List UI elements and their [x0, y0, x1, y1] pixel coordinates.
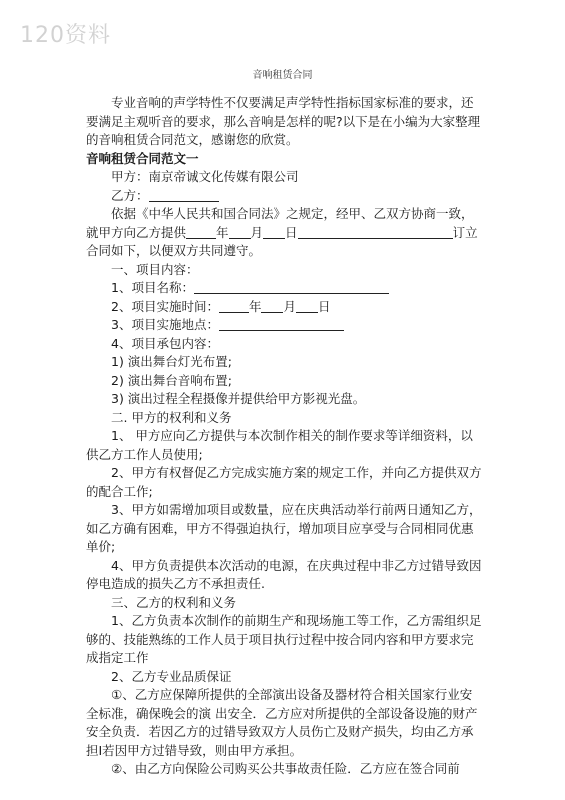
- s3-heading: 三、乙方的权利和义务: [111, 594, 237, 610]
- document-title: 音响租赁合同: [252, 70, 313, 81]
- s3-item-1: 1、乙方负责本次制作的前期生产和现场施工等工作，乙方需组织足够的、技能熟练的工作人员于项目执行过程中按合同内容和甲方要求完成指定工作: [86, 613, 482, 665]
- s2-heading: 二. 甲方的权利和义务: [111, 409, 232, 425]
- time-day-blank: [296, 299, 318, 313]
- law-text-2: 订立合同如下，以便双方共同遵守。: [86, 224, 478, 258]
- law-subject-blank: [298, 225, 453, 239]
- project-location-label: 3、项目实施地点：: [111, 317, 219, 332]
- time-month-blank: [261, 299, 283, 313]
- document-body: [86, 94, 484, 779]
- intro-paragraph: 专业音响的声学特性不仅要满足声学特性指标国家标准的要求，还要满足主观听音的要求，那么音响是怎样的呢?以下是在小编为大家整理的音响租赁合同范文，感谢您的欣赏。: [86, 95, 481, 147]
- s2-item-4: 4、甲方负责提供本次活动的电源，在庆典过程中非乙方过错导致因停电造成的损失乙方不承担责任.: [86, 557, 482, 591]
- law-month: 月: [250, 224, 264, 240]
- s1-item-2: [86, 298, 484, 317]
- law-day: 日: [285, 224, 298, 240]
- project-name-label: 1、项目名称：: [111, 280, 194, 295]
- law-day-blank: [263, 225, 285, 239]
- party-b-blank: [149, 188, 219, 202]
- time-month: 月: [283, 298, 296, 314]
- s1-item-4: 4、项目承包内容：: [111, 335, 219, 351]
- law-year: 年: [216, 224, 229, 240]
- s2-item-3: 3、甲方如需增加项目或数量，应在庆典活动举行前两日通知乙方，如乙方确有困难，甲方不得强迫执行，增加项目应享受与合同相同优惠单价;: [86, 502, 482, 554]
- s1-heading: 一、项目内容：: [111, 261, 199, 277]
- project-name-blank: [194, 280, 389, 294]
- time-year: 年: [248, 298, 262, 314]
- party-b: 乙方：: [111, 187, 149, 203]
- law-year-blank: [186, 225, 216, 239]
- project-time-label: 2、项目实施时间：: [111, 298, 219, 314]
- s1-item-4-2: 2) 演出舞台音响布置;: [111, 372, 233, 388]
- law-paragraph: [86, 205, 484, 261]
- s1-item-1: [86, 279, 484, 298]
- project-location-blank: [219, 317, 344, 331]
- watermark: 120资料: [20, 23, 111, 48]
- s1-item-3: [86, 316, 484, 335]
- s3-item-2-2: ②、由乙方向保险公司购买公共事故责任险．乙方应在签合同前: [111, 761, 460, 776]
- time-year-blank: [219, 299, 249, 313]
- section-heading: 音响租赁合同范文一: [86, 150, 199, 166]
- s3-item-2: 2、乙方专业品质保证: [111, 668, 232, 684]
- s2-item-2: 2、甲方有权督促乙方完成实施方案的规定工作，并向乙方提供双方的配合工作;: [86, 465, 482, 499]
- s1-item-4-3: 3) 演出过程全程摄像并提供给甲方影视光盘。: [111, 391, 366, 406]
- party-a: 甲方：南京帝诚文化传媒有限公司: [111, 169, 299, 184]
- s1-item-4-1: 1) 演出舞台灯光布置;: [111, 354, 233, 369]
- time-day: 日: [318, 298, 331, 314]
- s2-item-1: 1、 甲方应向乙方提供与本次制作相关的制作要求等详细资料，以供乙方工作人员使用;: [86, 428, 473, 462]
- law-text-1: 依据《中华人民共和国合同法》之规定，经甲、乙双方协商一致，就甲方向乙方提供: [86, 206, 474, 240]
- law-month-blank: [229, 225, 251, 239]
- s3-item-2-1: ①、乙方应保障所提供的全部演出设备及器材符合相关国家行业安全标准，确保晚会的演 出安全．乙方应对所提供的全部设备设施的财产安全负责．若因乙方的过错导致双方人员伤亡及财产损失，均由乙方承担I若因甲方过错导致，则由甲方承担。: [86, 687, 478, 758]
- party-b-line: [86, 187, 484, 206]
